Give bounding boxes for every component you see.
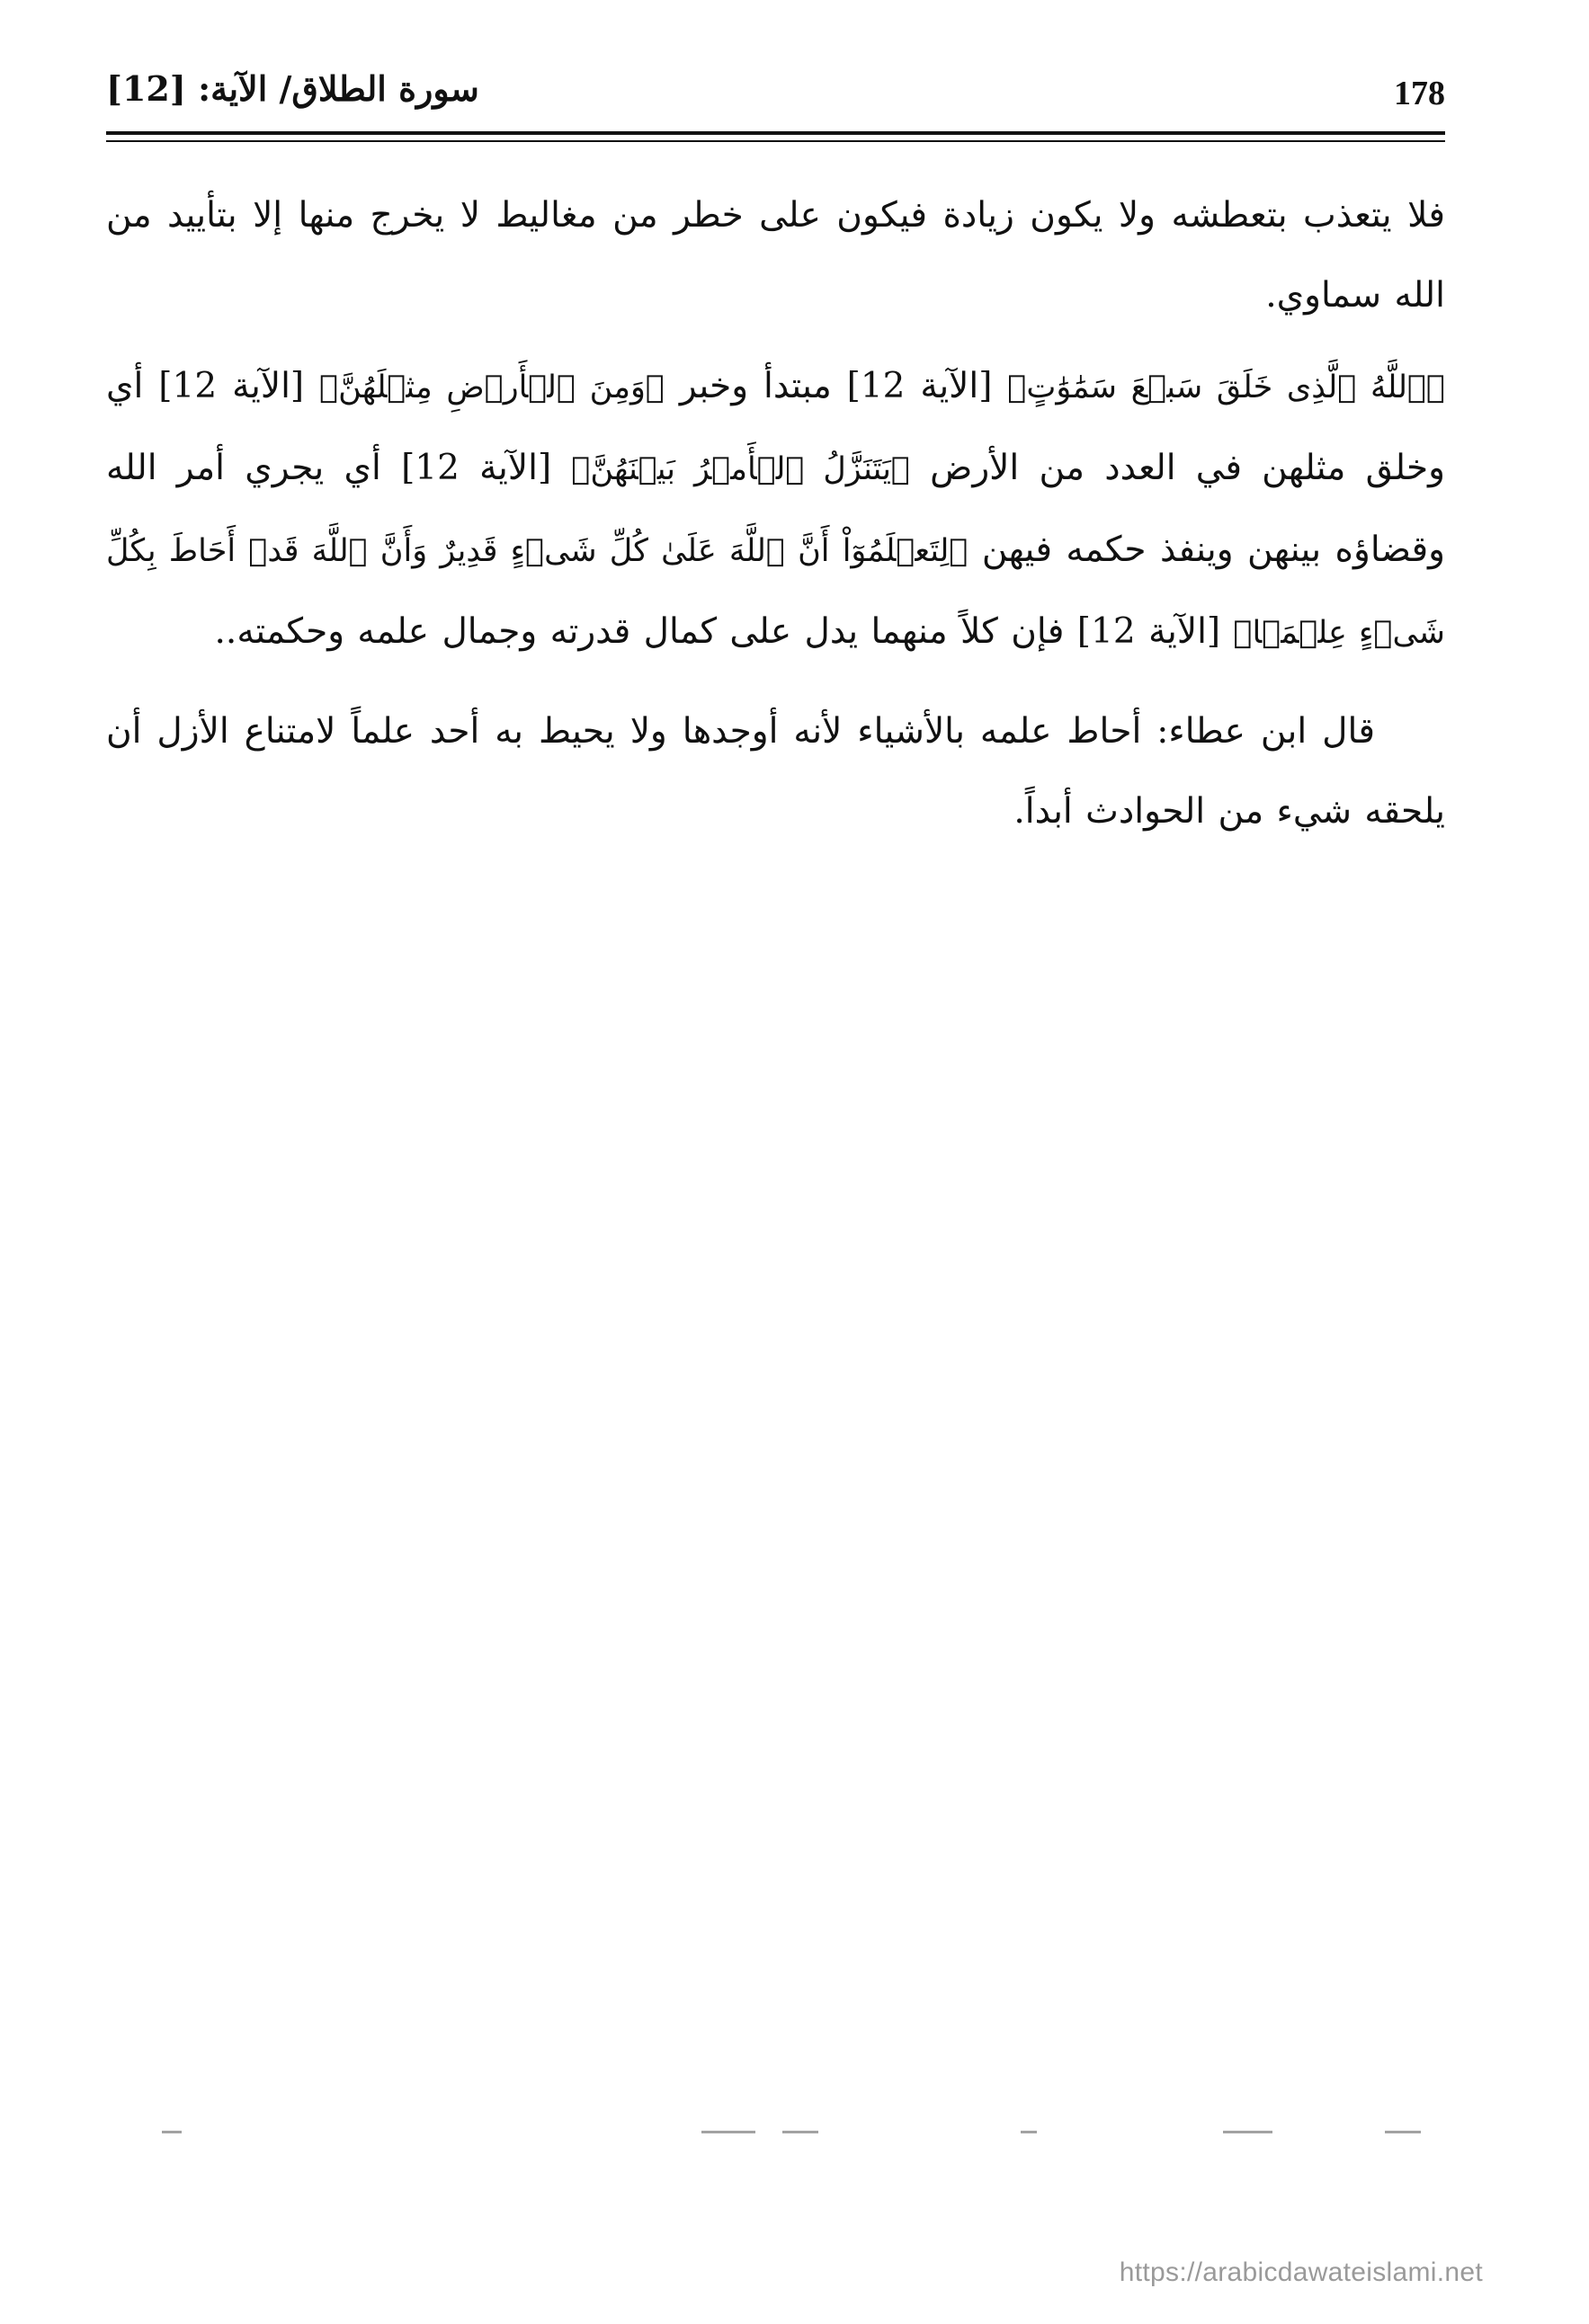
commentary-text-4: [الآية 12] فإن كلاً منهما يدل على كمال قدرته وجمال علمه وحكمته.. — [214, 611, 1234, 652]
paragraph-2 — [106, 346, 1445, 673]
site-watermark: https://arabicdawateislami.net — [1119, 2257, 1483, 2287]
header-rule-thin — [106, 140, 1445, 142]
commentary-text-2: [الآية 12] أي وخلق مثلهن في العدد من الأرض — [106, 366, 1445, 488]
quran-quote-4: ﴿لِتَعۡلَمُوٓاْ أَنَّ ٱللَّهَ عَلَىٰ كُلِّ شَىۡءٍ قَدِيرٌ وَأَنَّ ٱللَّهَ قَدۡ أَحَاطَ بِكُلِّ شَىۡءٍ عِلۡمَۢا﴾ — [106, 533, 1445, 651]
quran-quote-1: ﴿ٱللَّهُ ٱلَّذِى خَلَقَ سَبۡعَ سَمَٰوَٰتٍ﴾ — [1007, 370, 1445, 405]
page-header — [106, 65, 1445, 137]
header-rule-thick — [106, 131, 1445, 135]
paragraph-1: فلا يتعذب بتعطشه ولا يكون زيادة فيكون على خطر من مغاليط لا يخرج منها إلا بتأييد من الله سماوي. — [106, 195, 1445, 316]
quran-quote-3: ﴿يَتَنَزَّلُ ٱلۡأَمۡرُ بَيۡنَهُنَّ﴾ — [571, 451, 910, 487]
scan-artifact-marks — [162, 2131, 1427, 2136]
commentary-text-3: [الآية 12] أي يجري أمر الله وقضاؤه بينهن وينفذ حكمه فيهن — [106, 448, 1445, 570]
paragraph-3: قال ابن عطاء: أحاط علمه بالأشياء لأنه أوجدها ولا يحيط به أحد علماً لامتناع الأزل أن يلحقه شيء من الحوادث أبداً. — [106, 711, 1445, 832]
running-head: سورة الطلاق/ الآية: [12] — [106, 68, 479, 109]
commentary-text-1: [الآية 12] مبتدأ وخبر — [664, 366, 1008, 406]
page-body — [106, 175, 1445, 851]
page-number: 178 — [1394, 75, 1445, 112]
quran-quote-2: ﴿وَمِنَ ٱلۡأَرۡضِ مِثۡلَهُنَّ﴾ — [319, 370, 665, 405]
